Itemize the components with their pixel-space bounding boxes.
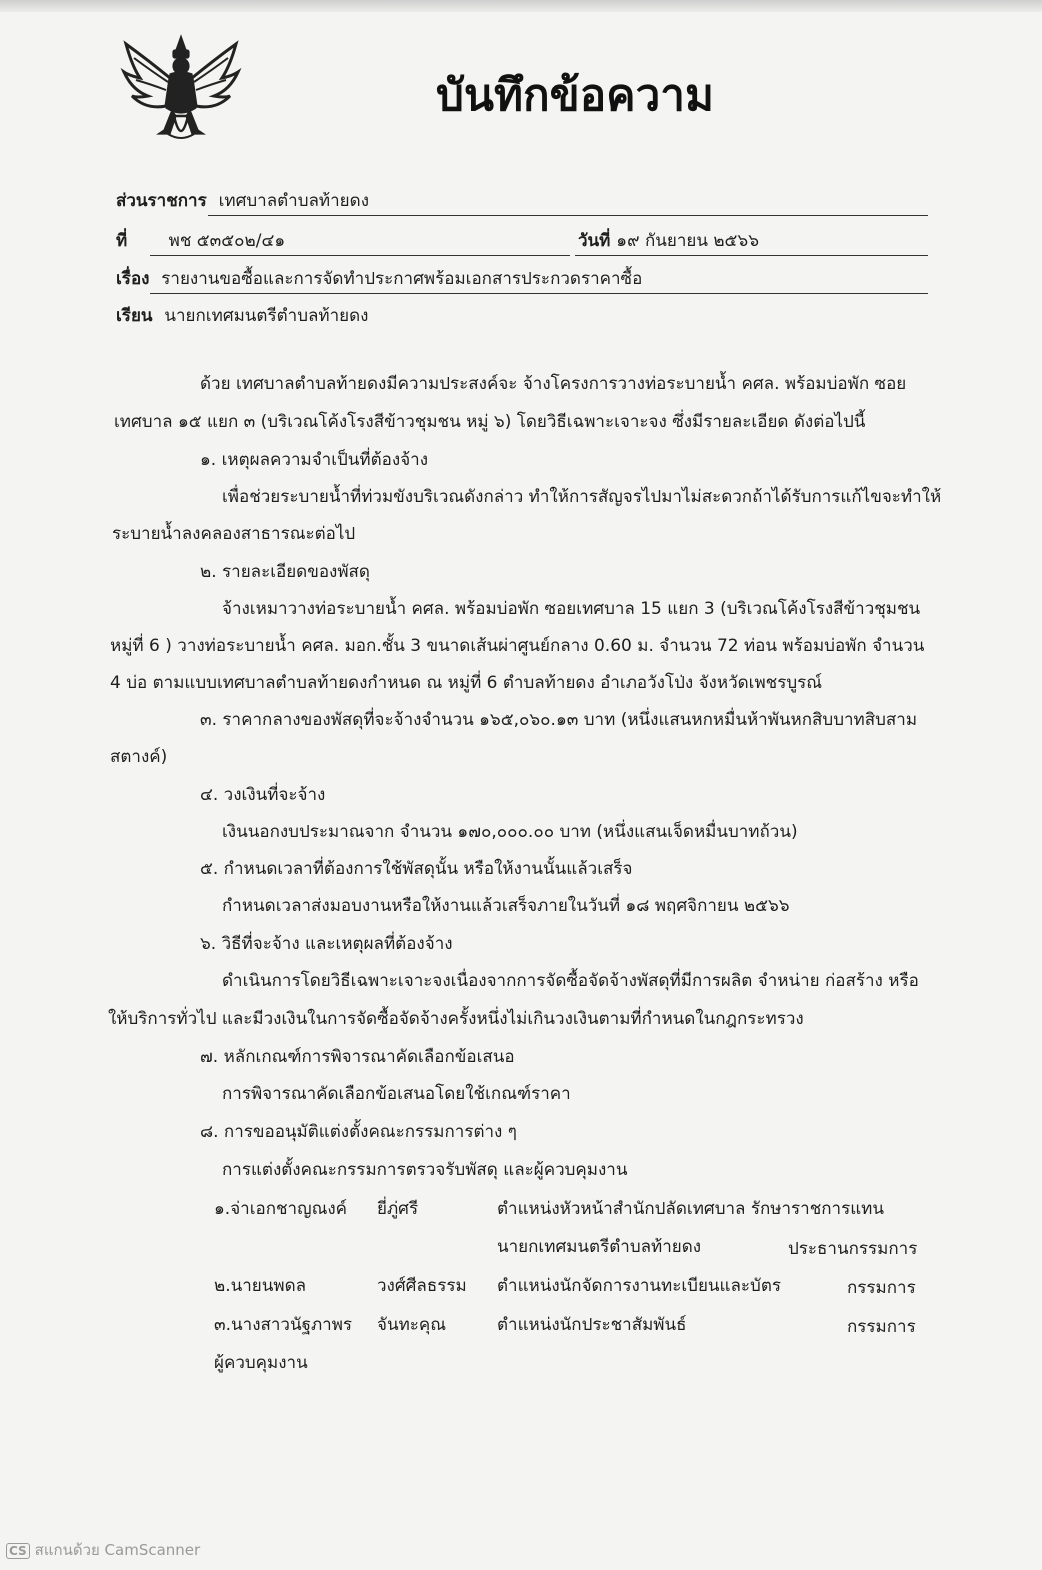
section-2-line-1: จ้างเหมาวางท่อระบายน้ำ คศล. พร้อมบ่อพัก ซอยเทศบาล 15 แยก 3 (บริเวณโค้งโรงสีข้าวชุมชน [222,599,921,619]
committee-2-first-name: ๒.นายนพดล [214,1276,307,1296]
committee-1-first-name: ๑.จ่าเอกชาญณงค์ [214,1199,348,1219]
date-underline [575,255,928,256]
intro-line-2: เทศบาล ๑๕ แยก ๓ (บริเวณโค้งโรงสีข้าวชุมชน หมู่ ๖) โดยวิธีเฉพาะเจาะจง ซึ่งมีรายละเอียด ดังต่อไปนี้ [114,412,866,432]
section-5-heading: ๕. กำหนดเวลาที่ต้องการใช้พัสดุนั้น หรือให้งานนั้นแล้วเสร็จ [200,859,633,879]
agency-row [116,187,369,214]
committee-2-position: ตำแหน่งนักจัดการงานทะเบียนและบัตร [497,1276,782,1296]
section-2-line-2: หมู่ที่ 6 ) วางท่อระบายน้ำ คศล. มอก.ชั้น 3 ขนาดเส้นผ่าศูนย์กลาง 0.60 ม. จำนวน 72 ท่อน พร้อมบ่อพัก จำนวน [110,636,925,656]
intro-line-1: ด้วย เทศบาลตำบลท้ายดงมีความประสงค์จะ จ้างโครงการวางท่อระบายน้ำ คศล. พร้อมบ่อพัก ซอย [200,374,907,394]
agency-label: ส่วนราชการ [116,191,207,211]
to-row [116,302,368,329]
subject-underline [150,293,928,294]
to-value: นายกเทศมนตรีตำบลท้ายดง [164,306,369,326]
camscanner-watermark [6,1538,200,1562]
committee-3-position: ตำแหน่งนักประชาสัมพันธ์ [497,1315,687,1335]
section-8-heading: ๘. การขออนุมัติแต่งตั้งคณะกรรมการต่าง ๆ [200,1122,517,1142]
section-3-line-1: ๓. ราคากลางของพัสดุที่จะจ้างจำนวน ๑๖๕,๐๖๐.๑๓ บาท (หนึ่งแสนหกหมื่นห้าพันหกสิบบาทสิบสาม [200,710,918,730]
section-6-line-2: ให้บริการทั่วไป และมีวงเงินในการจัดซื้อจัดจ้างครั้งหนึ่งไม่เกินวงเงินตามที่กำหนดในกฎกระทรวง [108,1009,804,1029]
section-6-heading: ๖. วิธีที่จะจ้าง และเหตุผลที่ต้องจ้าง [200,934,453,954]
section-5-line-1: กำหนดเวลาส่งมอบงานหรือให้งานแล้วเสร็จภายในวันที่ ๑๘ พฤศจิกายน ๒๕๖๖ [222,896,790,916]
committee-3-first-name: ๓.นางสาวนัฐภาพร [214,1315,353,1335]
camscanner-text: สแกนด้วย CamScanner [34,1541,201,1559]
ref-value: พช ๕๓๕๐๒/๔๑ [168,231,286,251]
committee-1-last-name: ยี่ภู่ศรี [377,1199,419,1219]
agency-underline [208,215,928,216]
section-7-heading: ๗. หลักเกณฑ์การพิจารณาคัดเลือกข้อเสนอ [200,1047,515,1067]
section-2-line-3: 4 บ่อ ตามแบบเทศบาลตำบลท้ายดงกำหนด ณ หมู่ที่ 6 ตำบลท้ายดง อำเภอวังโป่ง จังหวัดเพชรบูรณ์ [110,673,823,693]
committee-3-role: กรรมการ [847,1317,916,1337]
section-1-heading: ๑. เหตุผลความจำเป็นที่ต้องจ้าง [200,450,428,470]
subject-value: รายงานขอซื้อและการจัดทำประกาศพร้อมเอกสารประกวดราคาซื้อ [161,269,643,289]
subject-row [116,265,642,292]
section-6-line-1: ดำเนินการโดยวิธีเฉพาะเจาะจงเนื่องจากการจัดซื้อจัดจ้างพัสดุที่มีการผลิต จำหน่าย ก่อสร้าง หรือ [222,971,919,991]
subject-label: เรื่อง [116,269,150,289]
to-label: เรียน [116,306,153,326]
section-4-line-1: เงินนอกงบประมาณจาก จำนวน ๑๗๐,๐๐๐.๐๐ บาท (หนึ่งแสนเจ็ดหมื่นบาทถ้วน) [222,822,798,842]
section-8-line-1: การแต่งตั้งคณะกรรมการตรวจรับพัสดุ และผู้ควบคุมงาน [222,1160,628,1180]
date-row [578,227,759,254]
committee-1-position: ตำแหน่งหัวหน้าสำนักปลัดเทศบาล รักษาราชการแทน [497,1199,884,1219]
section-2-heading: ๒. รายละเอียดของพัสดุ [200,562,370,582]
committee-1-position-2: นายกเทศมนตรีตำบลท้ายดง [497,1237,702,1257]
committee-1-role: ประธานกรรมการ [788,1239,918,1259]
committee-2-role: กรรมการ [847,1278,916,1298]
committee-2-last-name: วงศ์ศีลธรรม [377,1276,467,1296]
ref-row [116,227,285,254]
supervisor-label: ผู้ควบคุมงาน [214,1353,308,1373]
date-label: วันที่ [578,231,611,251]
committee-3-last-name: จันทะคุณ [377,1315,447,1335]
section-1-line-1: เพื่อช่วยระบายน้ำที่ท่วมขังบริเวณดังกล่าว ทำให้การสัญจรไปมาไม่สะดวกถ้าได้รับการแก้ไขจะทำให้ [222,487,942,507]
page-title: บันทึกข้อความ [436,70,715,121]
section-7-line-1: การพิจารณาคัดเลือกข้อเสนอโดยใช้เกณฑ์ราคา [222,1084,571,1104]
agency-value: เทศบาลตำบลท้ายดง [218,191,369,211]
garuda-emblem-icon [118,30,244,148]
date-value: ๑๙ กันยายน ๒๕๖๖ [616,231,760,251]
ref-underline [150,255,570,256]
scan-edge [0,0,1042,12]
section-1-line-2: ระบายน้ำลงคลองสาธารณะต่อไป [112,524,356,544]
ref-label: ที่ [116,231,128,251]
camscanner-logo-icon: CS [6,1543,30,1559]
section-4-heading: ๔. วงเงินที่จะจ้าง [200,785,326,805]
section-3-line-2: สตางค์) [110,747,168,767]
